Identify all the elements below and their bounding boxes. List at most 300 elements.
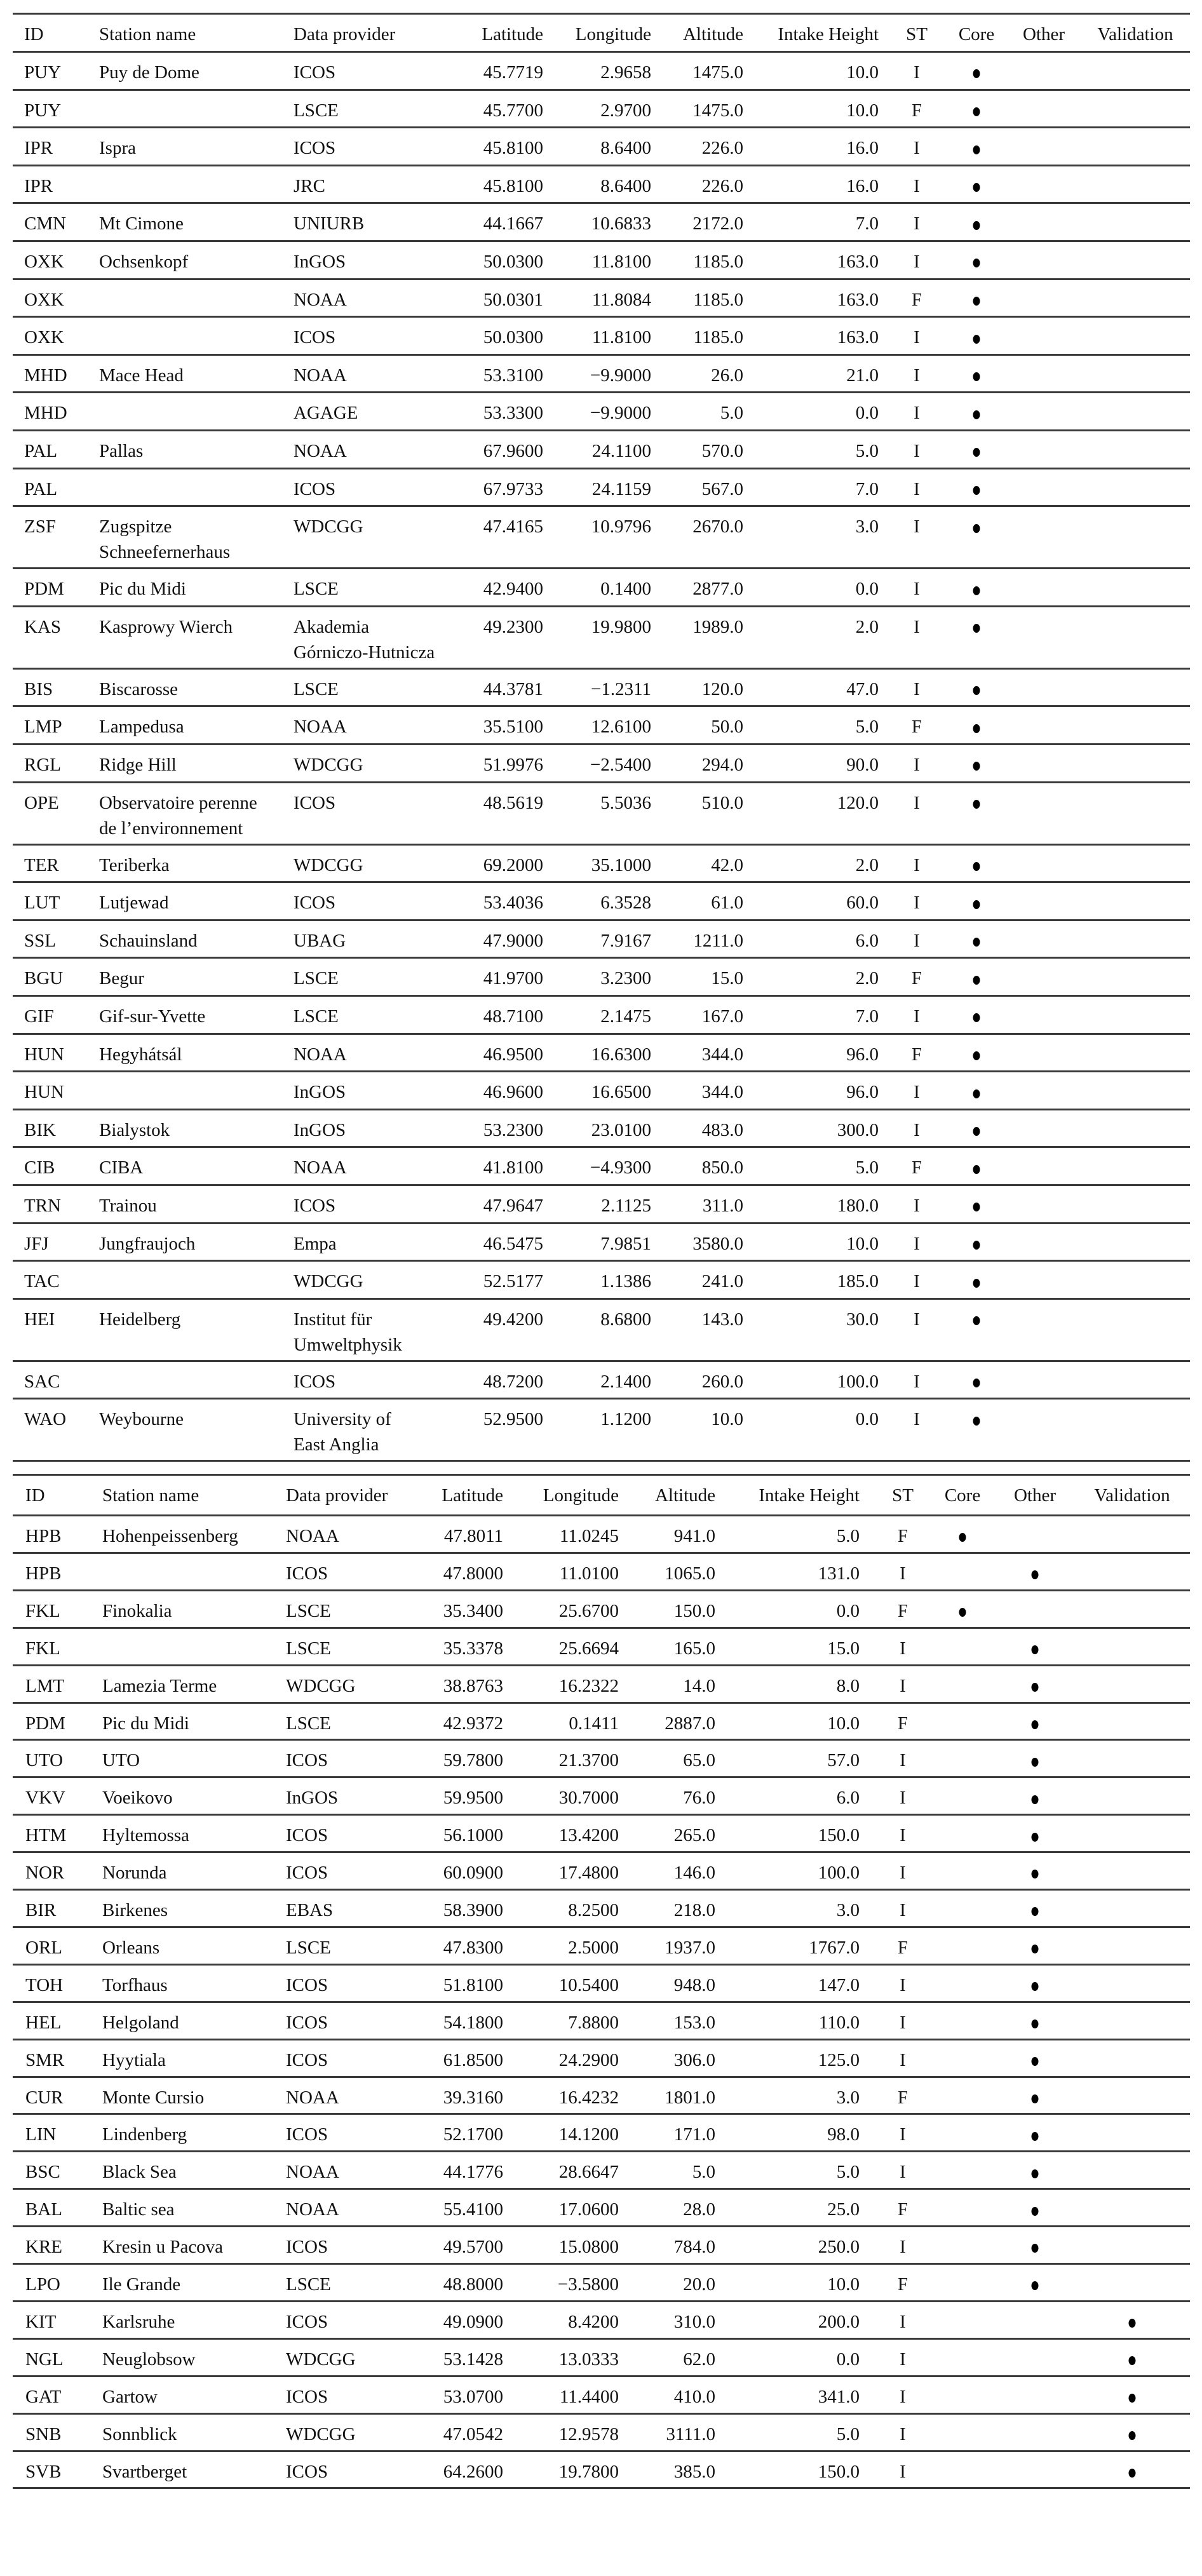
bullet-icon xyxy=(1129,2394,1136,2403)
table-row xyxy=(13,1814,1190,1851)
station-name-line: Pic du Midi xyxy=(102,1713,189,1734)
data-provider xyxy=(286,2272,331,2297)
station-id: UTO xyxy=(25,1750,64,1771)
longitude: 0.1400 xyxy=(600,579,651,600)
data-provider-line: ICOS xyxy=(294,62,336,83)
station-name-line: Trainou xyxy=(99,1196,157,1216)
data-provider-line: ICOS xyxy=(294,1196,336,1216)
intake-height: 131.0 xyxy=(818,1563,860,1584)
altitude: 2670.0 xyxy=(692,516,743,537)
core-marker xyxy=(973,514,980,539)
altitude: 218.0 xyxy=(673,1900,715,1920)
latitude: 53.0700 xyxy=(443,2386,503,2407)
station-name-line: Ile Grande xyxy=(102,2274,181,2295)
altitude: 165.0 xyxy=(673,1638,715,1659)
bullet-icon xyxy=(1032,1570,1039,1579)
longitude: 8.6400 xyxy=(600,138,651,159)
table-row xyxy=(13,605,1190,668)
core-marker xyxy=(973,1269,980,1294)
altitude: 2887.0 xyxy=(665,1713,715,1734)
longitude: 8.2500 xyxy=(568,1900,619,1920)
data-provider-line: University of xyxy=(294,1409,391,1430)
latitude-header: Latitude xyxy=(482,24,543,44)
altitude: 2172.0 xyxy=(692,213,743,234)
latitude: 52.5177 xyxy=(483,1271,543,1292)
data-provider xyxy=(294,1231,337,1257)
longitude: −3.5800 xyxy=(557,2274,619,2295)
station-id: BGU xyxy=(24,968,64,989)
data-provider xyxy=(294,1193,335,1218)
intake-height: 16.0 xyxy=(846,138,879,159)
station-name-line: Weybourne xyxy=(99,1409,184,1430)
station-name xyxy=(102,1972,168,1998)
bullet-icon xyxy=(1032,2132,1039,2141)
longitude: 13.4200 xyxy=(558,1825,619,1846)
longitude: 16.2322 xyxy=(558,1675,619,1696)
station-id: GIF xyxy=(24,1006,54,1027)
latitude: 53.4036 xyxy=(483,893,543,914)
data-provider xyxy=(294,98,339,123)
station-id: PAL xyxy=(24,478,58,499)
other-marker xyxy=(1032,1785,1039,1811)
intake-height: 60.0 xyxy=(846,893,879,914)
intake-height: 7.0 xyxy=(855,213,879,234)
longitude: 0.1411 xyxy=(569,1713,619,1734)
longitude: 12.9578 xyxy=(558,2424,619,2445)
sampling-type: I xyxy=(900,1863,906,1884)
sampling-type: I xyxy=(914,1196,920,1216)
bullet-icon xyxy=(973,1165,980,1174)
other-marker xyxy=(1032,1823,1039,1848)
validation-marker xyxy=(1129,2347,1136,2372)
data-provider-line: LSCE xyxy=(294,968,339,989)
core-marker xyxy=(973,576,980,602)
data-provider-line: LSCE xyxy=(286,1937,331,1958)
intake-height: 98.0 xyxy=(827,2124,860,2145)
latitude: 47.4165 xyxy=(483,516,543,537)
station-name-line: Schneefernerhaus xyxy=(99,542,231,563)
other-marker xyxy=(1032,2122,1039,2147)
core-marker xyxy=(973,135,980,161)
sampling-type: F xyxy=(897,1526,908,1546)
altitude: 306.0 xyxy=(673,2049,715,2070)
intake-height: 200.0 xyxy=(818,2311,860,2332)
bullet-icon xyxy=(973,1417,980,1426)
data-provider xyxy=(294,853,363,878)
data-provider xyxy=(286,2010,328,2035)
altitude: 570.0 xyxy=(701,441,743,461)
core-marker xyxy=(973,211,980,236)
core-marker xyxy=(973,790,980,816)
longitude: 16.6300 xyxy=(591,1044,651,1065)
station-id: NGL xyxy=(25,2349,64,2370)
data-provider-line: ICOS xyxy=(286,2124,328,2145)
station-name xyxy=(99,752,177,778)
bullet-icon xyxy=(973,524,980,533)
table-row xyxy=(13,1889,1190,1926)
bullet-icon xyxy=(973,762,980,771)
altitude: 2877.0 xyxy=(692,579,743,600)
data-provider xyxy=(286,2384,328,2410)
sampling-type: I xyxy=(914,365,920,386)
station-name xyxy=(99,1231,195,1257)
altitude: 344.0 xyxy=(701,1082,743,1103)
longitude: 11.0245 xyxy=(559,1526,619,1546)
altitude: 850.0 xyxy=(701,1157,743,1178)
station-id: ORL xyxy=(25,1937,62,1958)
data-provider-line: Górniczo-Hutnicza xyxy=(294,642,435,663)
intake-height: 57.0 xyxy=(827,1750,860,1771)
bullet-icon xyxy=(973,1241,980,1250)
station-id: GAT xyxy=(25,2386,62,2407)
data-provider xyxy=(286,1860,328,1885)
sampling-type: I xyxy=(914,1371,920,1392)
latitude: 50.0300 xyxy=(483,252,543,272)
intake-height: 15.0 xyxy=(827,1638,860,1659)
longitude: 2.1475 xyxy=(600,1006,651,1027)
table-row xyxy=(13,1260,1190,1298)
station-name xyxy=(102,1711,189,1736)
sampling-type: I xyxy=(914,854,920,875)
data-provider-line: ICOS xyxy=(286,2012,328,2033)
station-name xyxy=(99,438,143,464)
data-provider-line: NOAA xyxy=(286,2199,339,2220)
altitude: 171.0 xyxy=(673,2124,715,2145)
core-marker xyxy=(973,476,980,502)
data-provider-header: Data provider xyxy=(286,1485,388,1506)
core-marker xyxy=(973,853,980,878)
altitude: 146.0 xyxy=(673,1863,715,1884)
sampling-type: I xyxy=(900,2461,906,2482)
station-id: KIT xyxy=(25,2311,57,2332)
data-provider-line: ICOS xyxy=(286,2311,328,2332)
longitude: 14.1200 xyxy=(558,2124,619,2145)
sampling-type: I xyxy=(914,478,920,499)
table-row xyxy=(13,2413,1190,2450)
data-provider xyxy=(286,1935,331,1960)
longitude: 17.4800 xyxy=(558,1863,619,1884)
latitude: 61.8500 xyxy=(443,2049,503,2070)
sampling-type: I xyxy=(900,1750,906,1771)
other-marker xyxy=(1032,1972,1039,1998)
data-provider-line: ICOS xyxy=(286,2461,328,2482)
latitude: 47.8011 xyxy=(443,1526,503,1546)
sampling-type: I xyxy=(914,1119,920,1140)
intake-height: 0.0 xyxy=(855,403,879,424)
table-row xyxy=(13,89,1190,127)
sampling-type: I xyxy=(900,1675,906,1696)
data-provider-line: InGOS xyxy=(294,1119,346,1140)
altitude: 948.0 xyxy=(673,1974,715,1995)
data-provider-line: EBAS xyxy=(286,1900,334,1920)
station-name-line: Voeikovo xyxy=(102,1788,173,1809)
intake-height: 0.0 xyxy=(836,2349,860,2370)
altitude: 14.0 xyxy=(683,1675,715,1696)
longitude: 6.3528 xyxy=(600,893,651,914)
longitude: 23.0100 xyxy=(591,1119,651,1140)
latitude: 41.9700 xyxy=(483,968,543,989)
intake-height: 7.0 xyxy=(855,1006,879,1027)
data-provider-line: UBAG xyxy=(294,930,346,951)
altitude: 42.0 xyxy=(711,854,743,875)
station-name xyxy=(102,2272,180,2297)
data-provider xyxy=(286,2422,356,2447)
data-provider xyxy=(294,1406,391,1457)
bullet-icon xyxy=(1032,1720,1039,1729)
validation-marker xyxy=(1129,2422,1136,2447)
intake-height: 150.0 xyxy=(818,2461,860,2482)
data-provider xyxy=(294,1155,347,1180)
core-marker xyxy=(973,1193,980,1218)
table-row xyxy=(13,354,1190,392)
altitude: 150.0 xyxy=(673,1600,715,1621)
latitude: 53.3300 xyxy=(483,403,543,424)
station-name xyxy=(99,714,184,739)
station-id: BIK xyxy=(24,1119,56,1140)
data-provider xyxy=(286,2347,356,2372)
intake-height: 16.0 xyxy=(846,175,879,196)
sampling-type: I xyxy=(900,2386,906,2407)
latitude-header: Latitude xyxy=(442,1485,503,1506)
latitude: 51.8100 xyxy=(443,1974,503,1995)
longitude: 17.0600 xyxy=(558,2199,619,2220)
station-name-line: Puy de Dome xyxy=(99,62,199,83)
sampling-type: I xyxy=(900,1900,906,1920)
station-name xyxy=(102,2459,187,2485)
longitude: 28.6647 xyxy=(558,2162,619,2183)
station-name xyxy=(102,2384,158,2410)
station-id: BAL xyxy=(25,2199,62,2220)
sampling-type: F xyxy=(897,2199,908,2220)
intake-height: 300.0 xyxy=(837,1119,879,1140)
data-provider xyxy=(286,2309,328,2335)
sampling-type: I xyxy=(914,616,920,637)
station-name xyxy=(102,2047,166,2073)
data-provider xyxy=(286,2459,328,2485)
station-name xyxy=(102,1523,238,1549)
sampling-type: F xyxy=(897,1713,908,1734)
longitude: 13.0333 xyxy=(558,2349,619,2370)
longitude: 8.4200 xyxy=(568,2311,619,2332)
sampling-type: I xyxy=(914,1409,920,1430)
station-name xyxy=(99,1004,205,1029)
station-name xyxy=(102,1598,172,1624)
data-provider-line: NOAA xyxy=(294,289,347,310)
sampling-type: I xyxy=(914,930,920,951)
longitude: 11.8084 xyxy=(591,289,651,310)
data-provider-line: InGOS xyxy=(286,1788,339,1809)
core-marker xyxy=(973,1079,980,1105)
table-row xyxy=(13,2300,1190,2338)
data-provider xyxy=(294,614,435,665)
bullet-icon xyxy=(1032,2281,1039,2290)
sampling-type: I xyxy=(914,1082,920,1103)
intake-height: 5.0 xyxy=(855,1157,879,1178)
validation-header: Validation xyxy=(1094,1485,1170,1506)
station-name-line: Sonnblick xyxy=(102,2424,177,2445)
station-name xyxy=(102,2347,196,2372)
sampling-type: F xyxy=(897,1600,908,1621)
data-provider-line: WDCGG xyxy=(286,1675,356,1696)
station-id: CMN xyxy=(24,213,67,234)
altitude: 62.0 xyxy=(683,2349,715,2370)
data-provider-line: ICOS xyxy=(294,1371,336,1392)
altitude: 410.0 xyxy=(673,2386,715,2407)
intake-height: 30.0 xyxy=(846,1309,879,1330)
intake-height: 5.0 xyxy=(836,2162,860,2183)
latitude: 38.8763 xyxy=(443,1675,503,1696)
altitude: 226.0 xyxy=(701,138,743,159)
other-marker xyxy=(1032,1561,1039,1586)
latitude: 45.7719 xyxy=(483,62,543,83)
table-row xyxy=(13,1964,1190,2001)
bullet-icon xyxy=(1032,2057,1039,2066)
latitude: 48.8000 xyxy=(443,2274,503,2295)
bullet-icon xyxy=(1032,1833,1039,1842)
core-marker xyxy=(973,928,980,954)
data-provider xyxy=(294,966,339,991)
longitude: 2.5000 xyxy=(568,1937,619,1958)
intake-height: 147.0 xyxy=(818,1974,860,1995)
longitude: 12.6100 xyxy=(591,717,651,738)
station-name-line: CIBA xyxy=(99,1157,144,1178)
altitude: 1937.0 xyxy=(665,1937,715,1958)
station-name xyxy=(99,890,169,915)
bullet-icon xyxy=(973,862,980,871)
intake-height: 5.0 xyxy=(836,2424,860,2445)
table-row xyxy=(13,1739,1190,1776)
station-name xyxy=(99,677,178,702)
station-id: SVB xyxy=(25,2461,62,2482)
station-name-line: Hohenpeissenberg xyxy=(102,1526,238,1546)
sampling-type: I xyxy=(914,1233,920,1254)
longitude: 2.9658 xyxy=(600,62,651,83)
data-provider xyxy=(294,752,363,778)
station-name xyxy=(102,1935,159,1960)
longitude: 19.9800 xyxy=(591,616,651,637)
station-name-line: Hyytiala xyxy=(102,2049,166,2070)
station-id: OXK xyxy=(24,327,64,348)
sampling-type: F xyxy=(911,100,922,121)
station-id: HPB xyxy=(25,1563,62,1584)
table-row xyxy=(13,468,1190,506)
station-name-line: Pic du Midi xyxy=(99,579,186,600)
data-provider xyxy=(294,325,335,350)
longitude: 11.8100 xyxy=(591,327,651,348)
altitude: 260.0 xyxy=(701,1371,743,1392)
station-name-line: Begur xyxy=(99,968,144,989)
bullet-icon xyxy=(973,448,980,457)
table-row xyxy=(13,1514,1190,1552)
longitude: 8.6800 xyxy=(600,1309,651,1330)
data-provider xyxy=(294,476,335,502)
data-provider-line: LSCE xyxy=(286,2274,331,2295)
station-name-line: Svartberget xyxy=(102,2461,187,2482)
bullet-icon xyxy=(973,938,980,947)
station-name-line: Biscarosse xyxy=(99,678,179,699)
intake-height: 25.0 xyxy=(827,2199,860,2220)
station-id: HEL xyxy=(25,2012,62,2033)
table-row xyxy=(13,1627,1190,1664)
sampling-type: I xyxy=(900,1974,906,1995)
data-provider-line: WDCGG xyxy=(294,755,363,775)
other-marker xyxy=(1032,2159,1039,2185)
altitude: 510.0 xyxy=(701,792,743,813)
station-name xyxy=(99,1155,143,1180)
data-provider xyxy=(294,400,358,426)
station-name-line: Gif-sur-Yvette xyxy=(99,1006,206,1027)
station-id: WAO xyxy=(24,1409,67,1430)
core-marker xyxy=(973,752,980,778)
altitude: 3111.0 xyxy=(666,2424,715,2445)
bullet-icon xyxy=(1032,2207,1039,2216)
bullet-icon xyxy=(1032,2020,1039,2028)
data-provider xyxy=(294,1042,347,1067)
other-marker xyxy=(1032,2085,1039,2110)
longitude: 7.9851 xyxy=(600,1233,651,1254)
table-row xyxy=(13,743,1190,781)
validation-marker xyxy=(1129,2309,1136,2335)
station-id: BSC xyxy=(25,2162,60,2183)
intake-height: 6.0 xyxy=(836,1788,860,1809)
data-provider-line: WDCGG xyxy=(294,516,363,537)
data-provider-line: ICOS xyxy=(294,893,336,914)
data-provider xyxy=(286,2234,328,2260)
core-marker xyxy=(973,325,980,350)
core-marker xyxy=(973,890,980,915)
data-provider xyxy=(286,2159,339,2185)
intake-height: 5.0 xyxy=(855,441,879,461)
altitude: 5.0 xyxy=(720,403,743,424)
sampling-type: I xyxy=(900,1788,906,1809)
latitude: 45.8100 xyxy=(483,138,543,159)
longitude: 7.9167 xyxy=(600,930,651,951)
longitude: 7.8800 xyxy=(568,2012,619,2033)
bullet-icon xyxy=(959,1608,966,1617)
table-row xyxy=(13,1552,1190,1589)
validation-header: Validation xyxy=(1097,24,1173,44)
longitude: 2.1400 xyxy=(600,1371,651,1392)
data-provider-line: NOAA xyxy=(294,441,347,461)
station-name-line: Pallas xyxy=(99,441,144,461)
latitude: 44.1667 xyxy=(483,213,543,234)
core-marker xyxy=(973,1406,980,1432)
altitude: 941.0 xyxy=(673,1526,715,1546)
latitude: 53.2300 xyxy=(483,1119,543,1140)
latitude: 47.9647 xyxy=(483,1196,543,1216)
altitude-header: Altitude xyxy=(682,24,743,44)
table-header-row xyxy=(13,13,1190,51)
table-row xyxy=(13,51,1190,89)
latitude: 46.5475 xyxy=(483,1233,543,1254)
station-name-line: Kresin u Pacova xyxy=(102,2237,224,2258)
altitude: 5.0 xyxy=(692,2162,715,2183)
data-provider-line: ICOS xyxy=(294,478,336,499)
longitude: −1.2311 xyxy=(590,678,651,699)
station-name-line: Norunda xyxy=(102,1863,167,1884)
intake-height: 5.0 xyxy=(836,1526,860,1546)
intake-height: 10.0 xyxy=(846,100,879,121)
bullet-icon xyxy=(973,486,980,495)
bullet-icon xyxy=(973,1316,980,1325)
intake-height-header: Intake Height xyxy=(778,24,879,44)
station-id: LPO xyxy=(25,2274,60,2295)
data-provider xyxy=(286,1972,328,1998)
data-provider xyxy=(286,1823,328,1848)
intake-height: 96.0 xyxy=(846,1044,879,1065)
latitude: 69.2000 xyxy=(483,854,543,875)
station-name-line: Lutjewad xyxy=(99,893,169,914)
